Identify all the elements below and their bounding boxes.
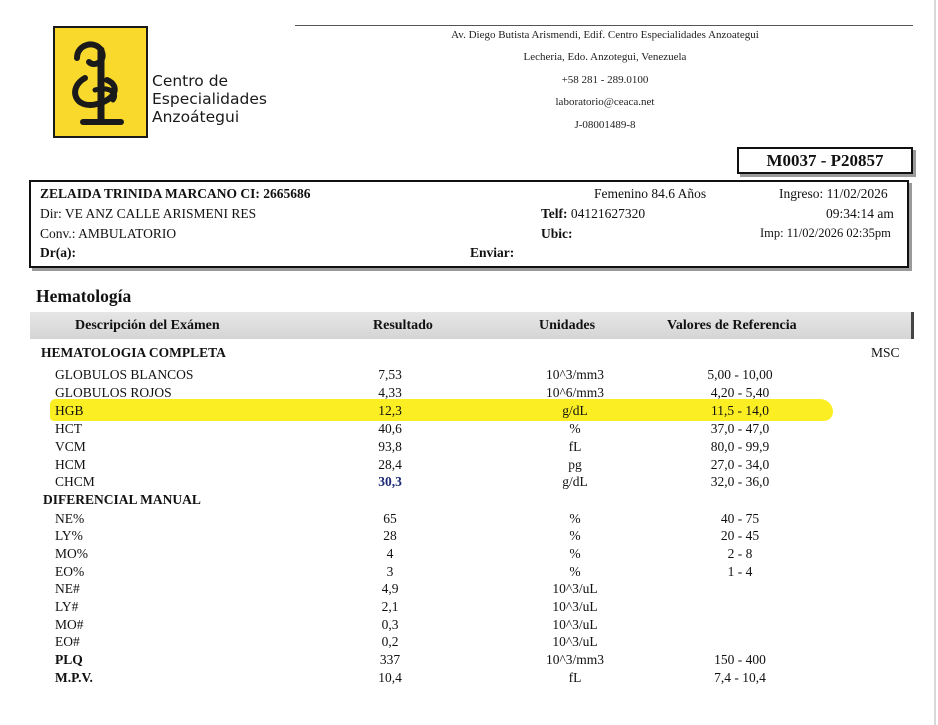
- order-code: M0037 - P20857: [737, 147, 913, 174]
- patient-address: Dir: VE ANZ CALLE ARISMENI RES: [40, 206, 257, 221]
- col-ref: Valores de Referencia: [667, 318, 797, 333]
- lab-city: Lecheria, Edo. Anzotegui, Venezuela: [523, 51, 687, 63]
- enviar-label: Enviar:: [470, 245, 515, 260]
- table-row: NE# 4,9 10^3/uL: [55, 581, 598, 596]
- col-desc: Descripción del Exámen: [75, 318, 220, 333]
- table-row: LY# 2,1 10^3/uL: [55, 599, 598, 614]
- doctor-label: Dr(a):: [40, 245, 76, 260]
- logo: [53, 26, 148, 138]
- lab-rif: J-08001489-8: [574, 119, 636, 131]
- table-row: MO% 4 % 2 - 8: [55, 546, 753, 561]
- ubic-label: Ubic:: [541, 226, 573, 241]
- ingreso-date: Ingreso: 11/02/2026: [779, 186, 888, 201]
- lab-address: Av. Diego Butista Arismendi, Edif. Centro Especialidades Anzoategui: [451, 29, 759, 41]
- ingreso-time: 09:34:14 am: [826, 206, 894, 221]
- logo-text: Centro de Especialidades Anzoátegui: [152, 72, 267, 126]
- table-row: EO% 3 % 1 - 4: [55, 564, 753, 579]
- table-row: NE% 65 % 40 - 75: [55, 511, 760, 526]
- section-title: Hematología: [36, 286, 132, 306]
- patient-phone: Telf: 04121627320: [541, 206, 646, 221]
- table-row: MO# 0,3 10^3/uL: [55, 617, 598, 632]
- group-flag: MSC: [871, 345, 900, 360]
- col-units: Unidades: [539, 318, 596, 333]
- top-rule: [295, 25, 913, 26]
- patient-sex-age: Femenino 84.6 Años: [594, 186, 707, 201]
- print-date: Imp: 11/02/2026 02:35pm: [760, 226, 891, 240]
- table-row: M.P.V. 10,4 fL 7,4 - 10,4: [55, 670, 766, 685]
- table-row: GLOBULOS BLANCOS 7,53 10^3/mm3 5,00 - 10,00: [55, 367, 773, 382]
- table-row: HCT 40,6 % 37,0 - 47,0: [55, 421, 770, 436]
- table-row: GLOBULOS ROJOS 4,33 10^6/mm3 4,20 - 5,40: [55, 385, 770, 400]
- group-diferencial: DIFERENCIAL MANUAL: [43, 492, 201, 507]
- table-row: CHCM 30,3 g/dL 32,0 - 36,0: [55, 474, 770, 489]
- table-row: VCM 93,8 fL 80,0 - 99,9: [55, 439, 770, 454]
- patient-name: ZELAIDA TRINIDA MARCANO CI: 2665686: [40, 186, 311, 201]
- table-row: HCM 28,4 pg 27,0 - 34,0: [55, 457, 770, 472]
- patient-conv: Conv.: AMBULATORIO: [40, 226, 177, 241]
- table-row: LY% 28 % 20 - 45: [55, 528, 760, 543]
- lab-phone: +58 281 - 289.0100: [561, 74, 649, 86]
- caduceus-icon: [55, 28, 146, 136]
- col-result: Resultado: [373, 318, 433, 333]
- table-row: PLQ 337 10^3/mm3 150 - 400: [55, 652, 766, 667]
- group-hematologia: HEMATOLOGIA COMPLETA: [41, 345, 226, 360]
- table-row: EO# 0,2 10^3/uL: [55, 634, 598, 649]
- table-row: HGB 12,3 g/dL 11,5 - 14,0: [55, 403, 769, 418]
- flagged-result: 30,3: [378, 474, 402, 489]
- lab-email: laboratorio@ceaca.net: [555, 96, 655, 108]
